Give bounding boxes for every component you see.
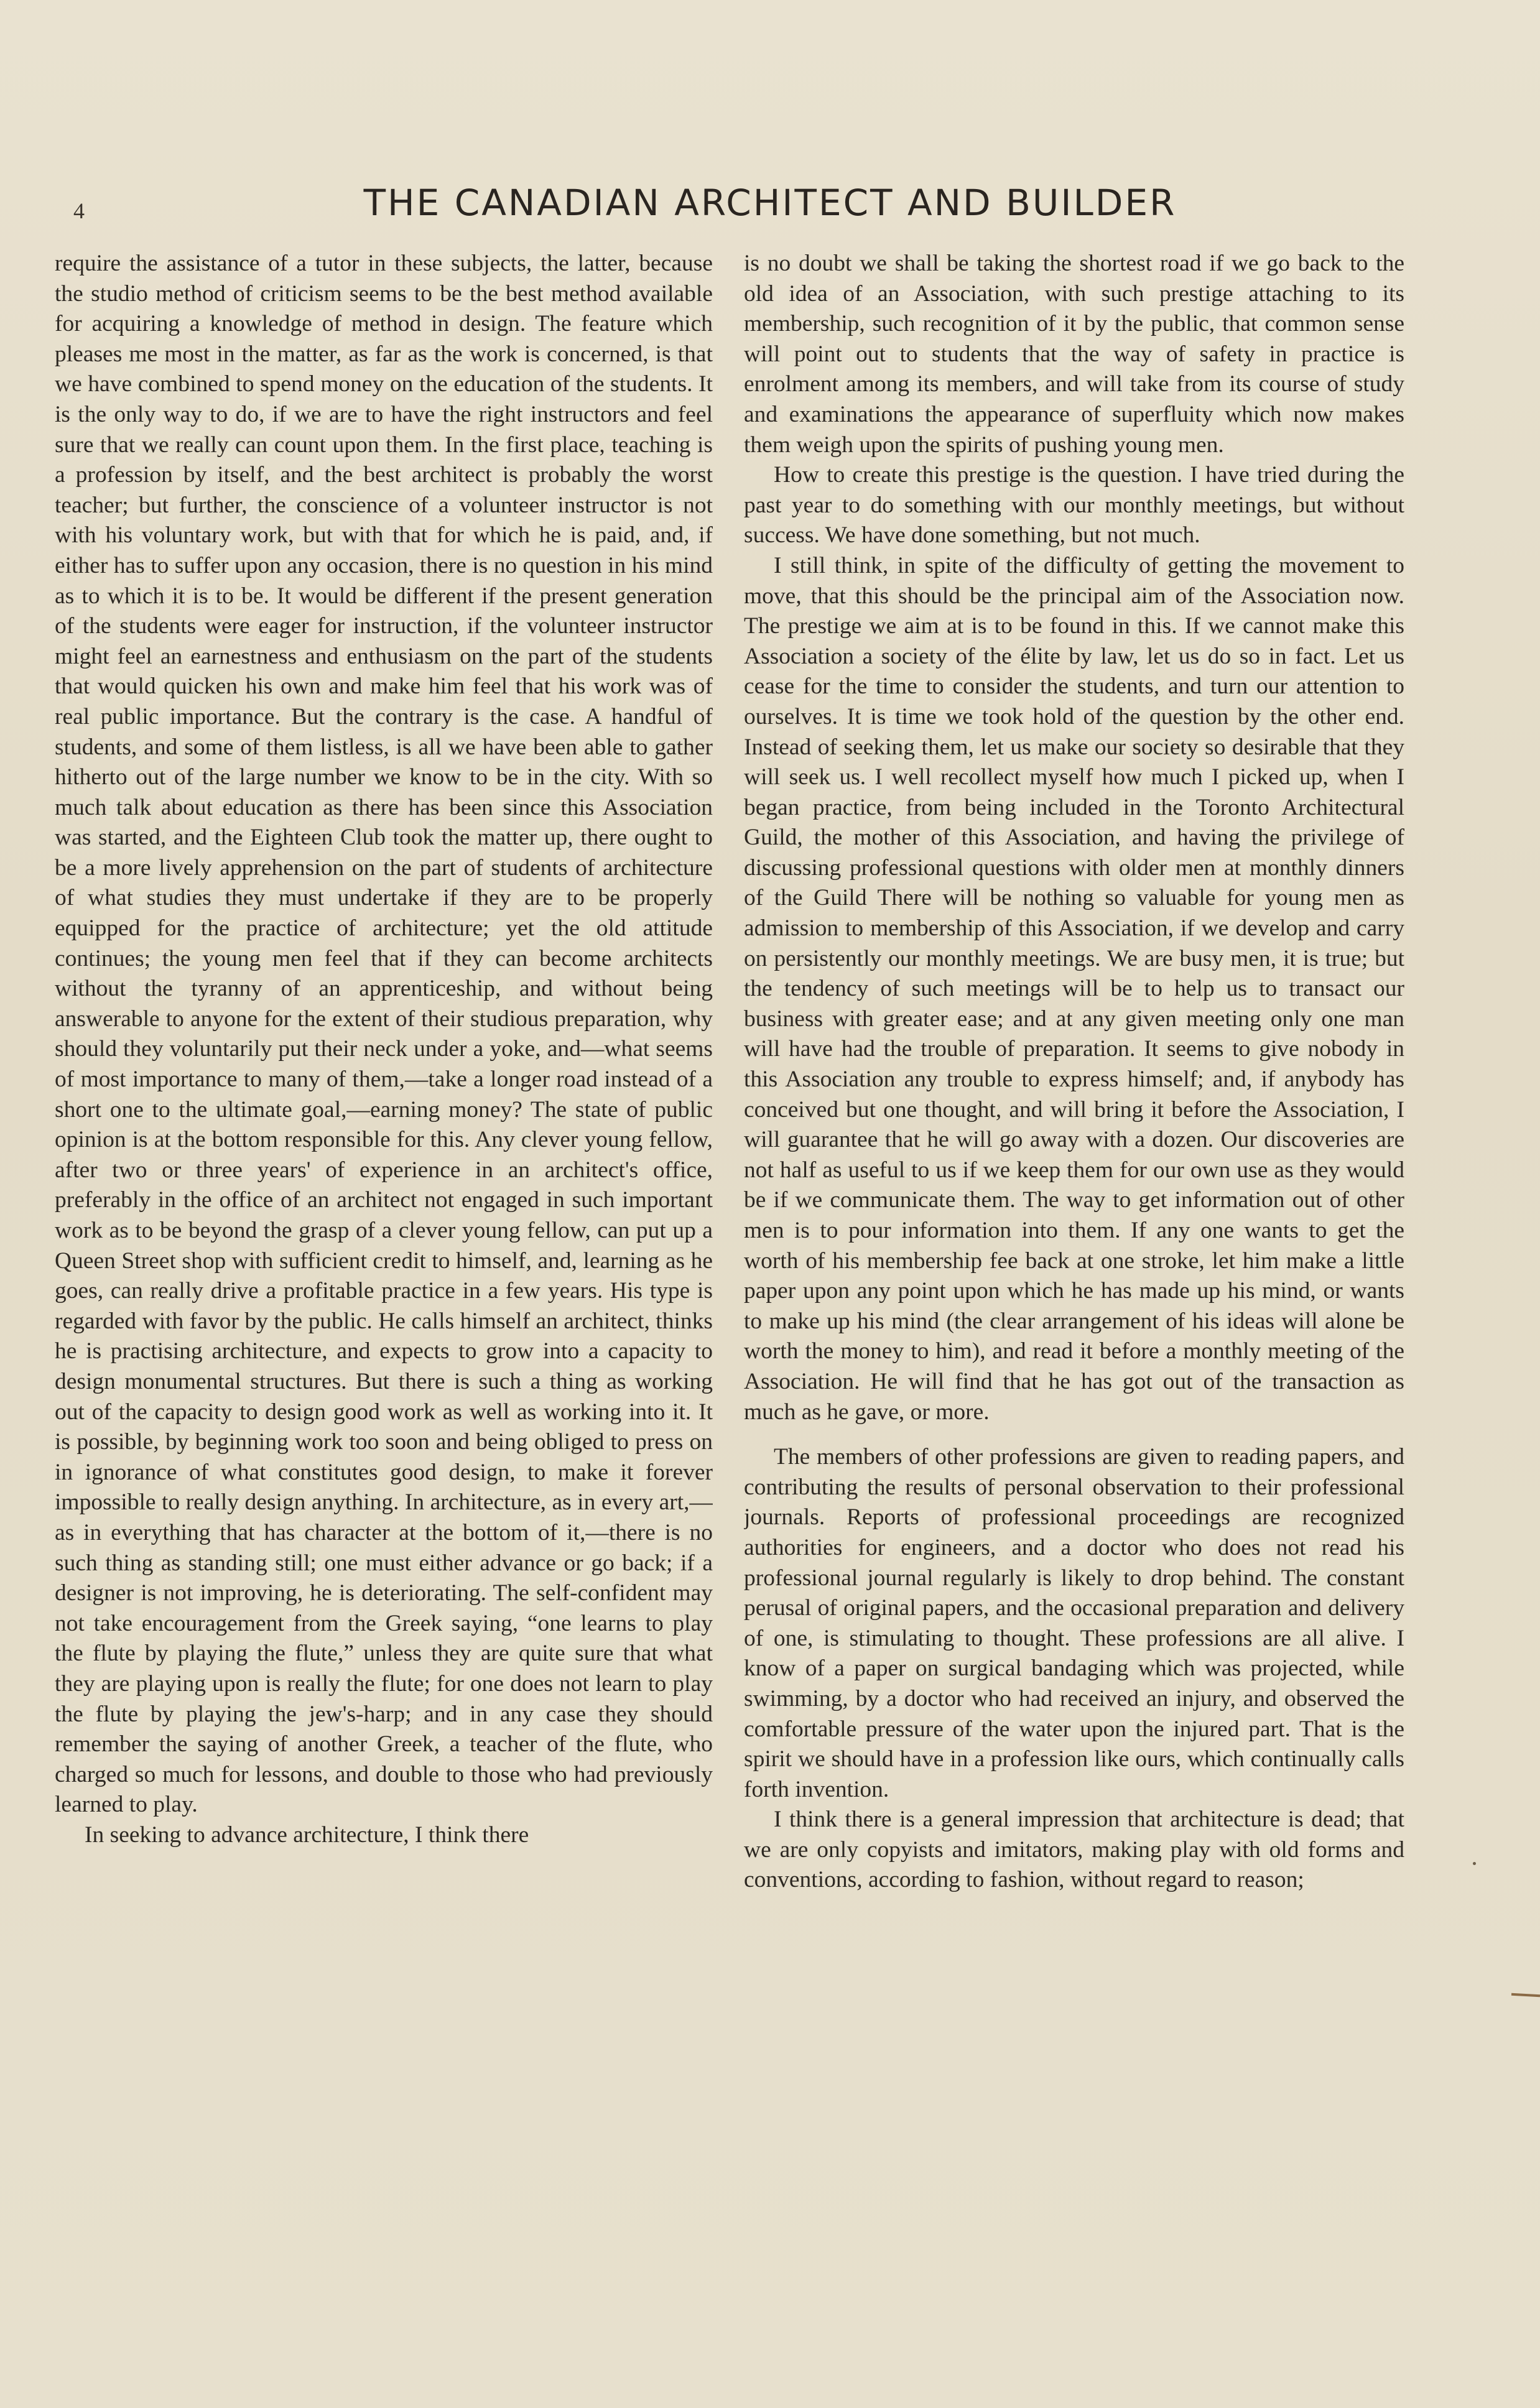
margin-mark bbox=[1511, 1993, 1540, 1997]
paragraph: require the assistance of a tutor in these subjects, the latter, because the studio method of criticism seems to be the best method available for acquiring a knowledge of method in design. The feature which pleases me most in the matter, as far as the work is concerned, is that we have combined to spend money on the education of the students. It is the only way to do, if we are to have the right instructors and feel sure that we really can count upon them. In the first place, teaching is a profession by itself, and the best architect is probably the worst teacher; but further, the conscience of a volunteer instructor is not with his voluntary work, but with that for which he is paid, and, if either has to suffer upon any occasion, there is no question in his mind as to which it is to be. It would be different if the present generation of the students were eager for instruction, if the volunteer instructor might feel an earnestness and enthusiasm on the part of the students that would quicken his own and make him feel that his work was of real public importance. But the contrary is the case. A handful of students, and some of them listless, is all we have been able to gather hitherto out of the large number we know to be in the city. With so much talk about education as there has been since this Association was started, and the Eighteen Club took the matter up, there ought to be a more lively apprehension on the part of students of architecture of what studies they must undertake if they are to be properly equipped for the practice of architecture; yet the old attitude continues; the young men feel that if they can become architects without the tyranny of an apprenticeship, and without being answerable to anyone for the extent of their studious preparation, why should they voluntarily put their neck under a yoke, and—what seems of most importance to many of them,—take a longer road instead of a short one to the ultimate goal,—earning money? The state of public opinion is at the bottom responsible for this. Any clever young fellow, after two or three years' of experience in an architect's office, preferably in the office of an architect not engaged in such important work as to be beyond the grasp of a clever young fellow, can put up a Queen Street shop with sufficient credit to himself, and, learning as he goes, can really drive a profitable practice in a few years. His type is regarded with favor by the public. He calls himself an architect, thinks he is practising architecture, and expects to grow into a capacity to design monumental structures. But there is such a thing as working out of the capacity to design good work as well as working into it. It is possible, by beginning work too soon and being obliged to press on in ignorance of what constitutes good design, to make it forever impossible to really design anything. In architecture, as in every art,—as in everything that has character at the bottom of it,—there is no such thing as standing still; one must either advance or go back; if a designer is not improving, he is deteriorating. The self-confident may not take encouragement from the Greek saying, “one learns to play the flute by playing the flute,” unless they are quite sure that what they are playing upon is really the flute; for one does not learn to play the flute by playing the jew's-harp; and in any case they should remember the saying of another Greek, a teacher of the flute, who charged so much for lessons, and double to those who had previously learned to play. bbox=[55, 251, 713, 1818]
left-column bbox=[55, 249, 713, 2401]
paragraph: is no doubt we shall be taking the shortest road if we go back to the old idea of an Association, with such prestige attaching to its membership, such recognition of it by the public, that common sense will point out to students that the way of safety in practice is enrolment among its members, and will take from its course of study and examinations the appearance of superfluity which now makes them weigh upon the spirits of pushing young men. bbox=[744, 251, 1404, 458]
paragraph: The members of other professions are given to reading papers, and contributing the results of personal observation to their professional journals. Reports of professional proceedings are recognized authorities for engineers, and a doctor who does not read his professional journal regularly is likely to drop behind. The constant perusal of original papers, and the occasional preparation and delivery of one, is stimulating to thought. These professions are all alive. I know of a paper on surgical bandaging which was projected, while swimming, by a doctor who had received an injury, and observed the comfortable pressure of the water upon the injured part. That is the spirit we should have in a profession like ours, which continually calls forth invention. bbox=[744, 1444, 1404, 1802]
page-number: 4 bbox=[73, 198, 85, 223]
paragraph: In seeking to advance architecture, I think there bbox=[85, 1822, 529, 1848]
running-title: THE CANADIAN ARCHITECT AND BUILDER bbox=[363, 182, 1177, 224]
paragraph: How to create this prestige is the question. I have tried during the past year to do something with our monthly meetings, but without success. We have done something, but not much. bbox=[744, 462, 1404, 549]
paragraph: I think there is a general impression that architecture is dead; that we are only copyists and imitators, making play with old forms and conventions, according to fashion, without regard to reason; bbox=[744, 1807, 1404, 1893]
print-speck bbox=[1473, 1862, 1476, 1865]
paragraph: I still think, in spite of the difficulty of getting the movement to move, that this should be the principal aim of the Association now. The prestige we aim at is to be found in this. If we cannot make this Association a society of the élite by law, let us do so in fact. Let us cease for the time to consider the students, and turn our attention to ourselves. It is time we took hold of the question by the other end. Instead of seeking them, let us make our society so desirable that they will seek us. I well recollect myself how much I picked up, when I began practice, from being included in the Toronto Architectural Guild, the mother of this Association, and having the privilege of discussing professional questions with older men at monthly dinners of the Guild There will be nothing so valuable for young men as admission to membership of this Association, if we develop and carry on persistently our monthly meetings. We are busy men, it is true; but the tendency of such meetings will be to help us to transact our business with greater ease; and at any given meeting only one man will have had the trouble of preparation. It seems to give nobody in this Association any trouble to express himself; and, if anybody has conceived but one thought, and will bring it before the Association, I will guarantee that he will go away with a dozen. Our discoveries are not half as useful to us if we keep them for our own use as they would be if we communicate them. The way to get information out of other men is to pour information into them. If any one wants to get the worth of his membership fee back at one stroke, let him make a little paper upon any point upon which he has made up his mind, or wants to make up his mind (the clear arrangement of his ideas will alone be worth the money to him), and read it before a monthly meeting of the Association. He will find that he has got out of the transaction as much as he gave, or more. bbox=[744, 552, 1404, 1425]
right-column bbox=[744, 249, 1404, 2401]
